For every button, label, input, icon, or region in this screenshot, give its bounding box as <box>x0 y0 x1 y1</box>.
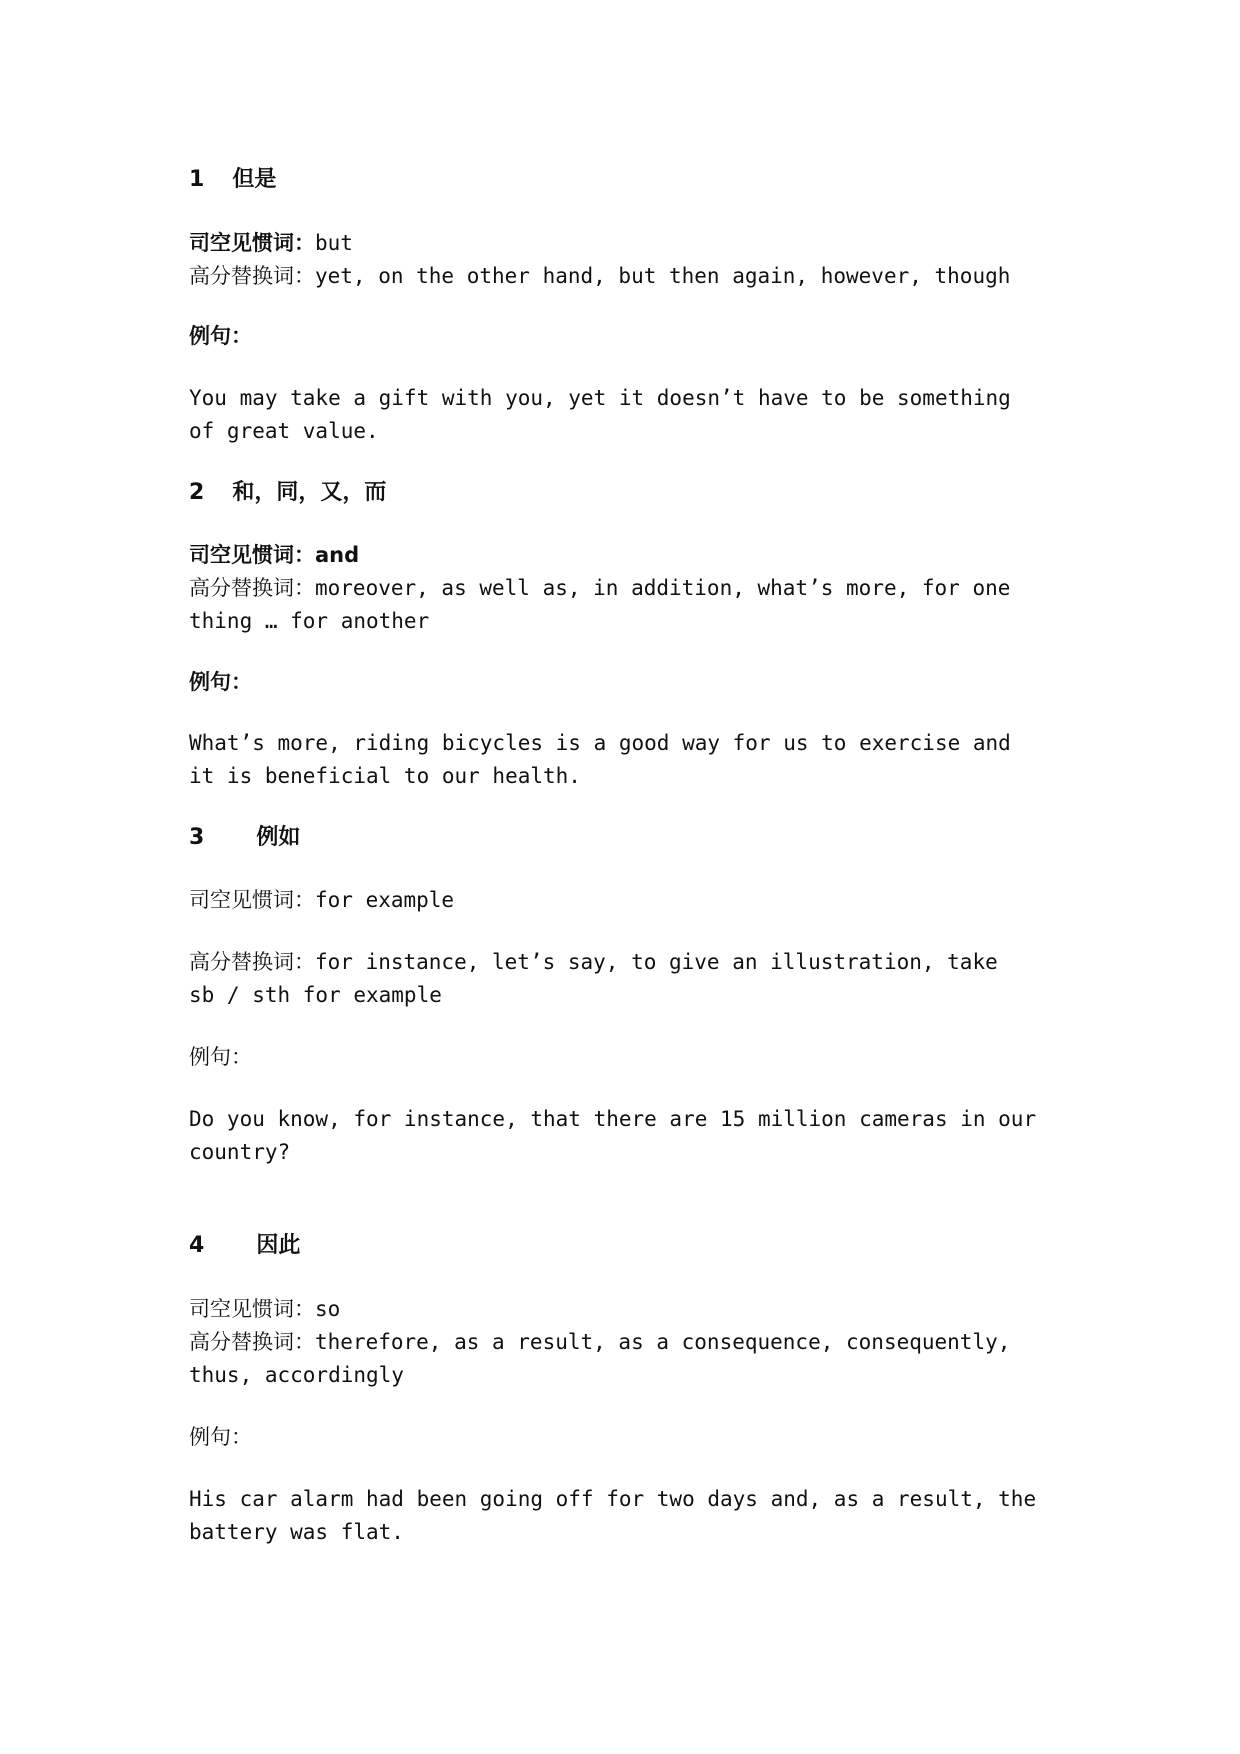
section-2-example-line-1: What’s more, riding bicycles is a good way for us to exercise and <box>189 731 1011 755</box>
section-3-example-line-1: Do you know, for instance, that there are 15 million cameras in our <box>189 1107 1037 1131</box>
section-2-alt-words-cont: thing … for another <box>189 609 430 633</box>
section-1-alt-words <box>189 261 1010 291</box>
section-title: 但是 <box>232 167 277 192</box>
section-title: 例如 <box>256 825 301 850</box>
section-3-alt-words <box>189 947 998 977</box>
common-word-label: 司空见惯词： <box>189 1297 315 1321</box>
section-title: 和，同，又，而 <box>232 480 387 505</box>
section-3-example-line-2: country? <box>189 1140 291 1164</box>
alt-words-label: 高分替换词： <box>189 1330 315 1354</box>
section-4-common-word <box>189 1294 340 1324</box>
section-1-common-word <box>189 228 353 258</box>
alt-words-label: 高分替换词： <box>189 264 315 288</box>
section-number: 2 <box>189 480 205 505</box>
section-2-heading <box>189 478 386 508</box>
section-3-common-word <box>189 885 454 915</box>
section-number: 1 <box>189 167 205 192</box>
section-2-alt-words <box>189 573 1010 603</box>
section-4-example-line-1: His car alarm had been going off for two days and, as a result, the <box>189 1487 1037 1511</box>
alt-words-value: moreover, as well as, in addition, what’s more, for one <box>315 576 1011 600</box>
alt-words-value: for instance, let’s say, to give an illustration, take <box>315 950 998 974</box>
section-4-heading <box>189 1231 300 1261</box>
common-word-label: 司空见惯词： <box>189 231 315 255</box>
common-word-label: 司空见惯词： <box>189 543 315 567</box>
section-number: 4 <box>189 1233 205 1258</box>
alt-words-value: yet, on the other hand, but then again, however, though <box>315 264 1011 288</box>
section-2-common-word <box>189 540 359 570</box>
section-number: 3 <box>189 825 205 850</box>
section-3-example-label: 例句： <box>189 1045 252 1069</box>
section-2-example-line-2: it is beneficial to our health. <box>189 764 581 788</box>
section-4-alt-words <box>189 1327 1010 1357</box>
common-word-value: so <box>315 1297 341 1321</box>
section-4-example-label: 例句： <box>189 1425 252 1449</box>
section-4-example-line-2: battery was flat. <box>189 1520 404 1544</box>
common-word-value: but <box>315 231 353 255</box>
alt-words-label: 高分替换词： <box>189 950 315 974</box>
common-word-label: 司空见惯词： <box>189 888 315 912</box>
section-4-alt-words-cont: thus, accordingly <box>189 1363 404 1387</box>
section-title: 因此 <box>256 1233 301 1258</box>
alt-words-value: therefore, as a result, as a consequence, consequently, <box>315 1330 1011 1354</box>
common-word-value: and <box>315 543 360 567</box>
section-3-alt-words-cont: sb / sth for example <box>189 983 442 1007</box>
section-1-example-line-2: of great value. <box>189 419 379 443</box>
common-word-value: for example <box>315 888 455 912</box>
alt-words-label: 高分替换词： <box>189 576 315 600</box>
section-3-heading <box>189 823 300 853</box>
section-2-example-label: 例句： <box>189 670 252 694</box>
section-1-example-label: 例句： <box>189 324 252 348</box>
section-1-heading <box>189 165 276 195</box>
section-1-example-line-1: You may take a gift with you, yet it doesn’t have to be something <box>189 386 1011 410</box>
